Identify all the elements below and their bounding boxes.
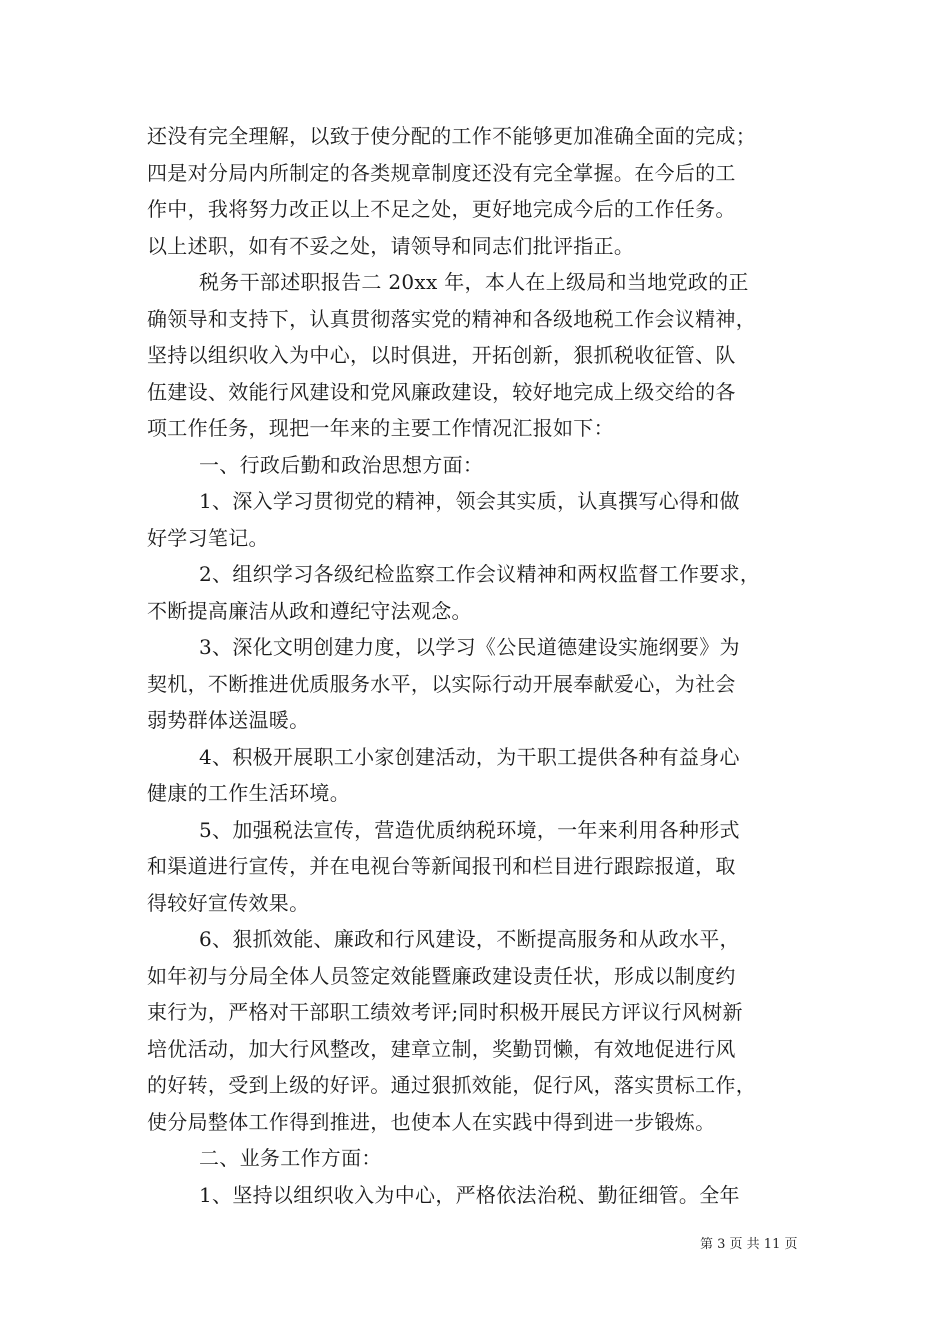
text-line: 培优活动，加大行风整改，建章立制，奖勤罚懒，有效地促进行风 <box>147 1036 736 1061</box>
text-line: 束行为，严格对干部职工绩效考评;同时积极开展民方评议行风树新 <box>147 1000 743 1024</box>
text-line: 2、组织学习各级纪检监察工作会议精神和两权监督工作要求， <box>199 562 761 586</box>
text-line: 一、行政后勤和政治思想方面： <box>199 452 484 477</box>
text-line: 得较好宣传效果。 <box>147 890 310 915</box>
text-line: 税务干部述职报告二 20xx 年，本人在上级局和当地党政的正 <box>199 270 749 294</box>
text-line: 6、狠抓效能、廉政和行风建设，不断提高服务和从政水平， <box>199 927 740 951</box>
text-line: 健康的工作生活环境。 <box>147 781 350 805</box>
text-line: 弱势群体送温暖。 <box>147 708 310 732</box>
text-line: 5、加强税法宣传，营造优质纳税环境，一年来利用各种形式 <box>199 817 740 842</box>
text-line: 伍建设、效能行风建设和党风廉政建设，较好地完成上级交给的各 <box>147 379 736 404</box>
text-line: 4、积极开展职工小家创建活动，为干职工提供各种有益身心 <box>199 744 740 769</box>
text-line: 如年初与分局全体人员签定效能暨廉政建设责任状，形成以制度约 <box>147 963 736 988</box>
text-line: 坚持以组织收入为中心，以时俱进，开拓创新，狠抓税收征管、队 <box>147 343 736 367</box>
text-line: 以上述职，如有不妥之处，请领导和同志们批评指正。 <box>147 233 635 258</box>
text-line: 和渠道进行宣传，并在电视台等新闻报刊和栏目进行跟踪报道，取 <box>147 854 736 878</box>
text-line: 1、坚持以组织收入为中心，严格依法治税、勤征细管。全年 <box>199 1182 740 1207</box>
text-line: 的好转，受到上级的好评。通过狠抓效能，促行风，落实贯标工作， <box>147 1073 756 1097</box>
text-line: 四是对分局内所制定的各类规章制度还没有完全掌握。在今后的工 <box>147 160 736 185</box>
text-line: 好学习笔记。 <box>147 525 269 550</box>
text-line: 1、深入学习贯彻党的精神，领会其实质，认真撰写心得和做 <box>199 489 740 513</box>
text-line: 契机，不断推进优质服务水平，以实际行动开展奉献爱心，为社会 <box>147 671 736 696</box>
body-text <box>147 118 812 1213</box>
text-line: 确领导和支持下，认真贯彻落实党的精神和各级地税工作会议精神， <box>147 306 756 331</box>
text-line: 还没有完全理解，以致于使分配的工作不能够更加准确全面的完成； <box>147 124 756 148</box>
text-line: 使分局整体工作得到推进，也使本人在实践中得到进一步锻炼。 <box>147 1109 716 1134</box>
text-line: 二、业务工作方面： <box>199 1146 382 1170</box>
text-line: 3、深化文明创建力度，以学习《公民道德建设实施纲要》为 <box>199 635 740 659</box>
text-line: 不断提高廉洁从政和遵纪守法观念。 <box>147 598 472 623</box>
text-line: 项工作任务，现把一年来的主要工作情况汇报如下： <box>147 416 614 440</box>
page-number-footer: 第 3 页 共 11 页 <box>700 1237 798 1252</box>
text-line: 作中，我将努力改正以上不足之处，更好地完成今后的工作任务。 <box>147 197 736 221</box>
